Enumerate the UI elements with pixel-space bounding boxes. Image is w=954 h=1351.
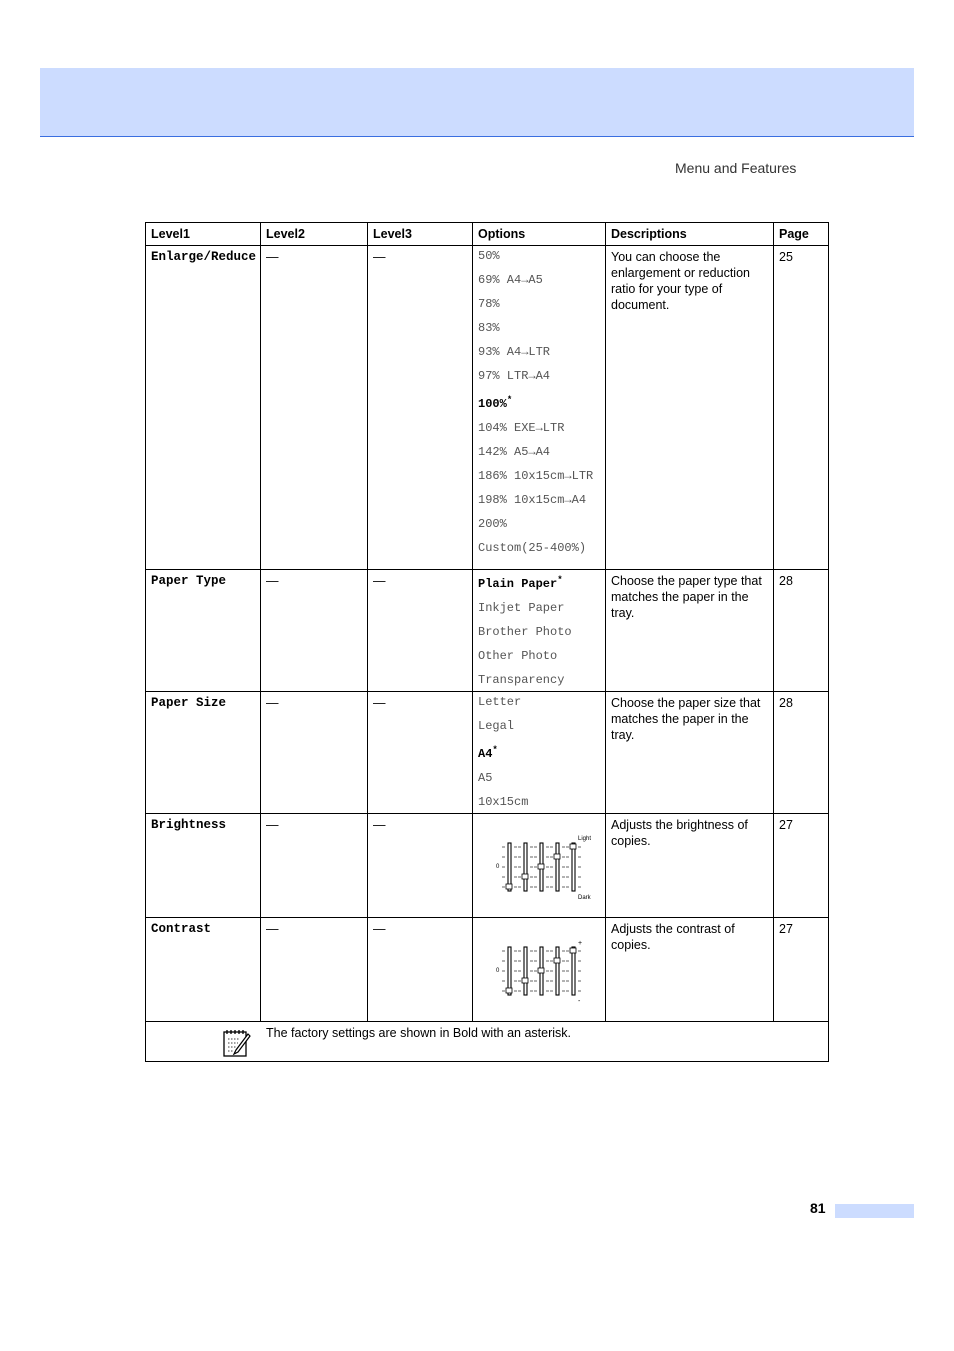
option-text: Other Photo [478, 649, 558, 663]
option-text: 100% [478, 397, 507, 411]
cell-description: Adjusts the brightness of copies. [606, 814, 774, 918]
note-cell [146, 1022, 829, 1062]
cell-level3: — [368, 570, 473, 692]
option-item [478, 649, 600, 664]
option-text: 198% 10x15cm→A4 [478, 493, 587, 507]
option-text: 83% [478, 321, 500, 335]
cell-level2: — [261, 814, 368, 918]
option-item [478, 795, 600, 810]
cell-page: 28 [774, 692, 829, 814]
cell-level2: — [261, 570, 368, 692]
header-band [40, 68, 914, 137]
slider-top-label: Light [578, 836, 592, 842]
option-item [478, 445, 600, 460]
cell-page: 27 [774, 918, 829, 1022]
slider-bar [572, 843, 575, 891]
col-header-descriptions: Descriptions [606, 223, 774, 246]
option-text: A5 [478, 771, 493, 785]
header-row [146, 223, 829, 246]
slider-zero-label: 0 [496, 864, 500, 870]
slider-knob [554, 854, 560, 859]
slider-knob [538, 864, 544, 869]
option-item [478, 573, 600, 592]
option-item [478, 541, 600, 556]
option-item [478, 421, 600, 436]
option-item [478, 743, 600, 762]
cell-page: 25 [774, 246, 829, 570]
default-asterisk: * [506, 395, 513, 405]
cell-page: 27 [774, 814, 829, 918]
option-item [478, 771, 600, 786]
option-text: Inkjet Paper [478, 601, 565, 615]
option-text: Letter [478, 695, 522, 709]
cell-level2: — [261, 692, 368, 814]
col-header-options: Options [473, 223, 606, 246]
note-pencil-icon [222, 1028, 252, 1062]
cell-description: You can choose the enlargement or reduction ratio for your type of document. [606, 246, 774, 570]
slider-knob [506, 884, 512, 889]
option-item [478, 297, 600, 312]
slider-zero-label: 0 [496, 968, 500, 974]
table-row [146, 814, 829, 918]
slider-bar [524, 947, 527, 995]
default-asterisk: * [492, 745, 498, 755]
slider-knob [506, 988, 512, 993]
cell-level2: — [261, 918, 368, 1022]
option-item [478, 695, 600, 710]
level-slider-diagram [490, 935, 600, 1005]
option-item [478, 393, 600, 412]
option-text: 186% 10x15cm→LTR [478, 469, 594, 483]
cell-options [473, 570, 606, 692]
note-row [146, 1022, 829, 1062]
option-text: Plain Paper [478, 577, 558, 591]
page-number: 81 [810, 1200, 826, 1216]
option-item [478, 249, 600, 264]
option-text: 93% A4→LTR [478, 345, 551, 359]
cell-options [473, 814, 606, 918]
option-item [478, 673, 600, 688]
cell-level3: — [368, 692, 473, 814]
option-text: 142% A5→A4 [478, 445, 551, 459]
cell-level2: — [261, 246, 368, 570]
table-row [146, 570, 829, 692]
slider-bar [524, 843, 527, 891]
level-slider-diagram [490, 831, 600, 901]
cell-level3: — [368, 918, 473, 1022]
slider-bottom-label: Dark [578, 895, 591, 901]
option-item [478, 493, 600, 508]
option-item [478, 625, 600, 640]
option-text: 69% A4→A5 [478, 273, 543, 287]
cell-page: 28 [774, 570, 829, 692]
cell-level3: — [368, 246, 473, 570]
cell-level1: Paper Type [146, 570, 261, 692]
slider-bar [556, 843, 559, 891]
slider-bar [556, 947, 559, 995]
option-text: Brother Photo [478, 625, 572, 639]
cell-description: Adjusts the contrast of copies. [606, 918, 774, 1022]
option-item [478, 369, 600, 384]
section-title: Menu and Features [675, 160, 797, 176]
option-text: 10x15cm [478, 795, 529, 809]
col-header-page: Page [774, 223, 829, 246]
col-header-level2: Level2 [261, 223, 368, 246]
slider-knob [570, 948, 576, 953]
option-text: 200% [478, 517, 507, 531]
table-row [146, 918, 829, 1022]
slider-bottom-label: - [578, 998, 581, 1005]
page-number-band [835, 1204, 914, 1218]
option-text: Custom(25-400%) [478, 541, 587, 555]
option-text: Legal [478, 719, 515, 733]
option-item [478, 469, 600, 484]
option-item [478, 321, 600, 336]
col-header-level1: Level1 [146, 223, 261, 246]
cell-level1: Paper Size [146, 692, 261, 814]
cell-level1: Brightness [146, 814, 261, 918]
cell-options [473, 246, 606, 570]
slider-knob [538, 968, 544, 973]
cell-options [473, 692, 606, 814]
option-text: 78% [478, 297, 500, 311]
slider-knob [522, 978, 528, 983]
table-row [146, 692, 829, 814]
cell-description: Choose the paper size that matches the paper in the tray. [606, 692, 774, 814]
option-item [478, 273, 600, 288]
cell-description: Choose the paper type that matches the paper in the tray. [606, 570, 774, 692]
note-text: The factory settings are shown in Bold with an asterisk. [266, 1026, 572, 1040]
cell-options [473, 918, 606, 1022]
cell-level1: Contrast [146, 918, 261, 1022]
option-item [478, 517, 600, 532]
table-row [146, 246, 829, 570]
option-text: A4 [478, 747, 493, 761]
cell-level3: — [368, 814, 473, 918]
slider-top-label: + [578, 940, 583, 947]
option-text: 97% LTR→A4 [478, 369, 551, 383]
option-text: Transparency [478, 673, 565, 687]
cell-level1: Enlarge/Reduce [146, 246, 261, 570]
col-header-level3: Level3 [368, 223, 473, 246]
slider-bar [572, 947, 575, 995]
option-item [478, 601, 600, 616]
slider-knob [554, 958, 560, 963]
menu-table [145, 222, 829, 1062]
option-item [478, 345, 600, 360]
slider-knob [570, 844, 576, 849]
option-item [478, 719, 600, 734]
option-text: 104% EXE→LTR [478, 421, 565, 435]
option-text: 50% [478, 249, 500, 263]
slider-knob [522, 874, 528, 879]
default-asterisk: * [557, 575, 563, 585]
